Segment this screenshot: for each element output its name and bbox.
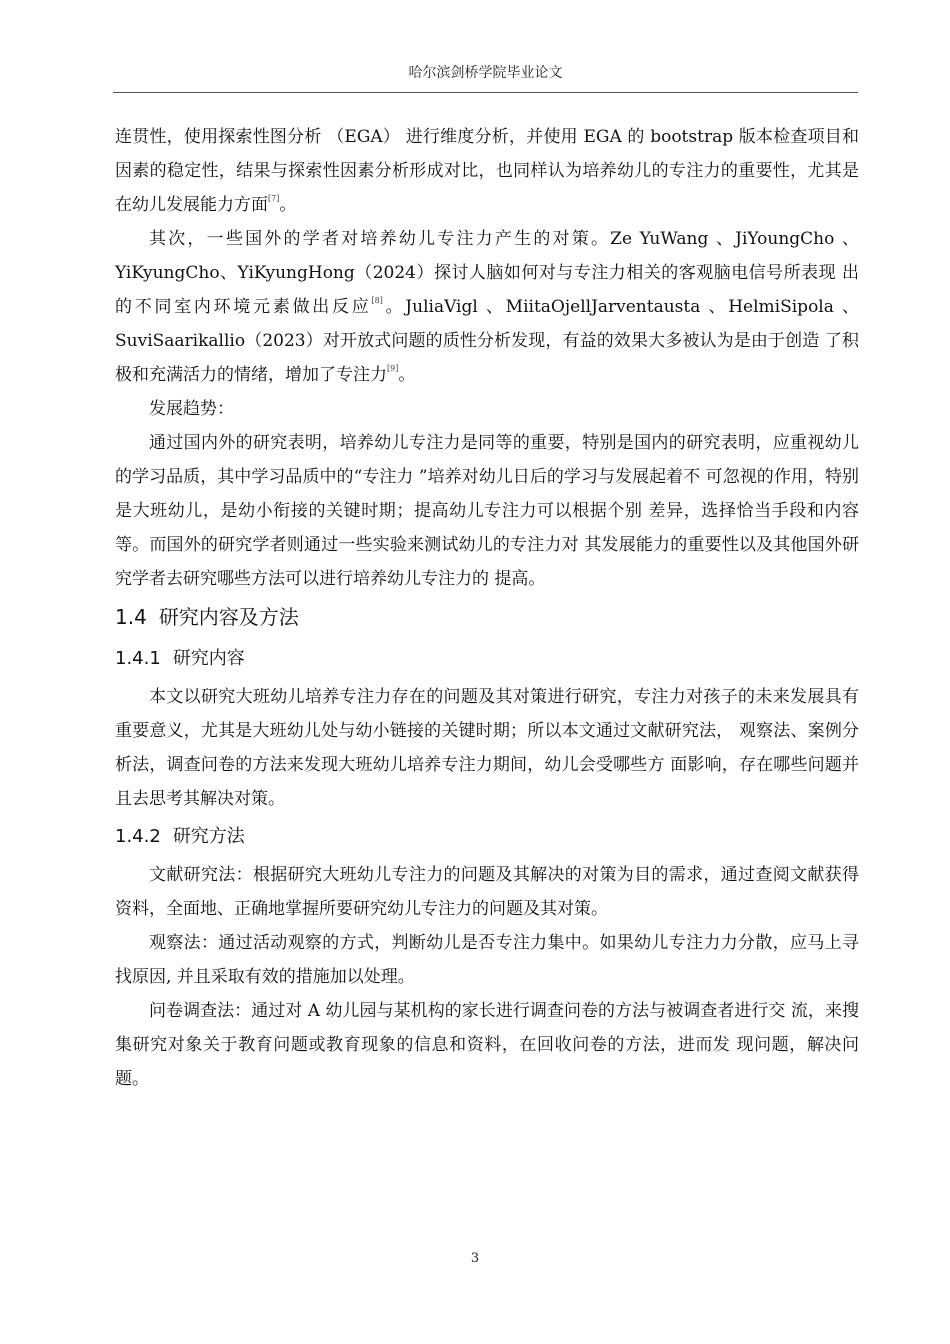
header-title: 哈尔滨剑桥学院毕业论文 [408, 65, 563, 81]
section-heading-1-4: 1.4 研究内容及方法 [115, 605, 299, 629]
page-footer [0, 1251, 950, 1266]
page-header [113, 62, 858, 93]
paragraph-literature-method: 文献研究法：根据研究大班幼儿专注力的问题及其解决的对策为目的需求，通过查阅文献获得资料，全面地、正确地掌握所要研究幼儿专注力的问题及其对策。 [115, 865, 859, 919]
document-body [115, 120, 859, 1096]
paragraph-trend-label: 发展趋势： [149, 399, 234, 419]
citation-7[interactable]: [7] [268, 194, 280, 203]
section-heading-1-4-2: 1.4.2 研究方法 [115, 826, 245, 847]
paragraph-foreign-research: 其次，一些国外的学者对培养幼儿专注力产生的对策。Ze YuWang 、JiYoungCho 、 YiKyungCho、YiKyungHong（2024）探讨人脑如何对与专注力相关的客观脑电信号所表现 出的不同室内环境元素做出反应[8]。JuliaVigl 、MiitaOjellJarventausta 、HelmiSipola 、 SuviSaarikallio（2023）对开放式问题的质性分析发现，有益的效果大多被认为是由于创造 了积极和充满活力的情绪，增加了专注力[9]。 [115, 229, 860, 385]
paragraph-research-content: 本文以研究大班幼儿培养专注力存在的问题及其对策进行研究，专注力对孩子的未来发展具有重要意义，尤其是大班幼儿处与幼小链接的关键时期；所以本文通过文献研究法， 观察法、案例分析法，调查问卷的方法来发现大班幼儿培养专注力期间，幼儿会受哪些方 面影响，存在哪些问题并且去思考其解决对策。 [115, 687, 859, 809]
paragraph-ega: 连贯性，使用探索性图分析 （EGA） 进行维度分析，并使用 EGA 的 bootstrap 版本检查项目和因素的稳定性，结果与探索性因素分析形成对比，也同样认为培养幼儿的专注力的重要性，尤其是在幼儿发展能力方面[7]。 [115, 127, 859, 215]
paragraph-trend: 通过国内外的研究表明，培养幼儿专注力是同等的重要，特别是国内的研究表明，应重视幼儿的学习品质，其中学习品质中的“专注力 ”培养对幼儿日后的学习与发展起着不 可忽视的作用，特别是大班幼儿，是幼小衔接的关键时期；提高幼儿专注力可以根据个别 差异，选择恰当手段和内容等。而国外的研究学者则通过一些实验来测试幼儿的专注力对 其发展能力的重要性以及其他国外研究学者去研究哪些方法可以进行培养幼儿专注力的 提高。 [115, 433, 860, 589]
section-heading-1-4-1: 1.4.1 研究内容 [115, 648, 245, 669]
paragraph-survey-method: 问卷调查法：通过对 A 幼儿园与某机构的家长进行调查问卷的方法与被调查者进行交 流，来搜集研究对象关于教育问题或教育现象的信息和资料，在回收问卷的方法，进而发 现问题，解决问题。 [115, 1001, 859, 1089]
citation-9[interactable]: [9] [387, 364, 399, 373]
page-number: 3 [470, 1251, 480, 1266]
paragraph-observation-method: 观察法：通过活动观察的方式，判断幼儿是否专注力集中。如果幼儿专注力力分散，应马上寻找原因, 并且采取有效的措施加以处理。 [115, 933, 859, 987]
citation-8[interactable]: [8] [371, 296, 383, 305]
